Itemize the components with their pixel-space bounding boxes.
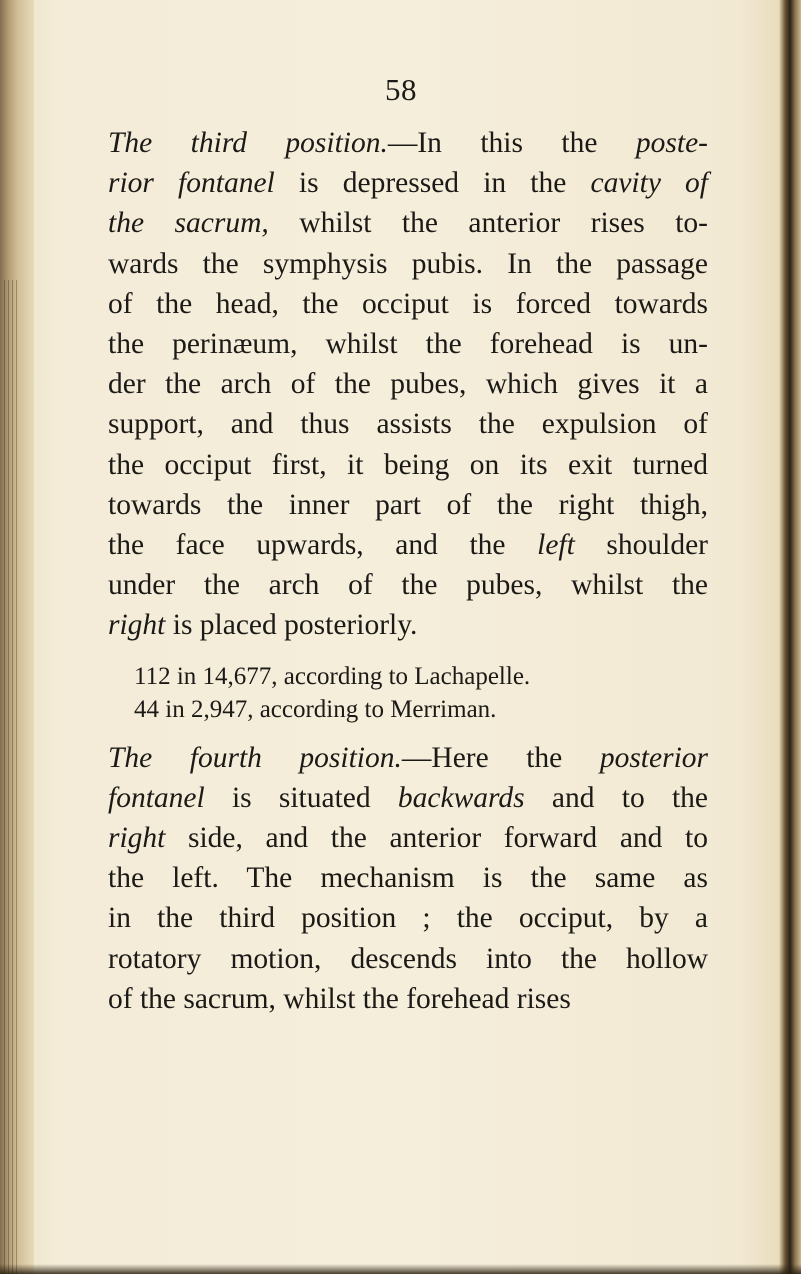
text-line [108,939,708,979]
text-line [108,364,708,404]
text-run: the left. The mechanism is the same as [108,862,708,895]
text-line [108,525,708,565]
page-bottom-edge [0,1264,801,1274]
page-number: 58 [385,72,417,107]
text-run: is situated [204,781,398,814]
text-run: shoulder [574,529,709,562]
text-line [108,898,708,938]
page-right-edge [779,0,801,1274]
italic-text: posterior [599,741,708,774]
text-line [108,404,708,444]
text-run: the perinæum, whilst the forehead is un- [108,328,708,361]
text-line [108,778,708,818]
text-run: is placed posteriorly. [165,609,418,642]
italic-text: right [108,609,166,642]
text-run: the occiput first, it being on its exit turned [108,448,708,481]
italic-text: left [537,529,575,562]
text-run: der the arch of the pubes, which gives it a [108,368,708,401]
text-line [108,818,708,858]
italic-text: poste- [635,127,708,159]
text-run: towards the inner part of the right thigh, [108,488,708,521]
text-line [108,123,708,163]
text-line [108,979,708,1019]
text-line [108,485,708,525]
text-line [108,203,708,243]
italic-text: rior fontanel [108,167,275,200]
statistics-block [134,660,708,726]
italic-text: right [108,822,166,855]
text-line [108,244,708,284]
text-line [108,163,708,203]
text-run: in the third position ; the occiput, by a [108,902,708,935]
text-line [108,445,708,485]
text-line [108,738,708,778]
text-run: under the arch of the pubes, whilst the [108,569,708,602]
statistic-line: 44 in 2,947, according to Merriman. [134,695,497,723]
text-run: is depressed in the [274,167,591,200]
page-body [108,123,708,1019]
italic-text: backwards [397,781,525,814]
text-line [108,605,708,645]
italic-text: The fourth position. [108,741,402,774]
paragraph-fourth-position [108,738,708,1019]
text-run: rotatory motion, descends into the hollow [108,942,708,975]
italic-text: the sacrum, [108,207,269,240]
italic-text: The third position. [108,127,388,159]
text-run: the face upwards, and the [108,529,538,562]
statistic-line: 112 in 14,677, according to Lachapelle. [134,662,531,690]
text-line [108,324,708,364]
text-run: side, and the anterior forward and to [165,822,708,855]
italic-text: fontanel [108,781,205,814]
text-run: wards the symphysis pubis. In the passage [108,247,708,280]
text-run: of the head, the occiput is forced towards [108,287,708,320]
text-run: —In this the [387,127,636,159]
text-line [108,565,708,605]
italic-text: cavity of [590,167,709,200]
text-line [108,858,708,898]
page-gutter-texture [4,280,18,1274]
text-line [108,284,708,324]
text-run: support, and thus assists the expulsion of [108,408,708,441]
text-run: —Here the [401,741,600,774]
text-run: of the sacrum, whilst the forehead rises [108,982,571,1015]
text-run: and to the [524,781,708,814]
paragraph-third-position [108,123,708,646]
text-run: whilst the anterior rises to- [268,207,709,240]
